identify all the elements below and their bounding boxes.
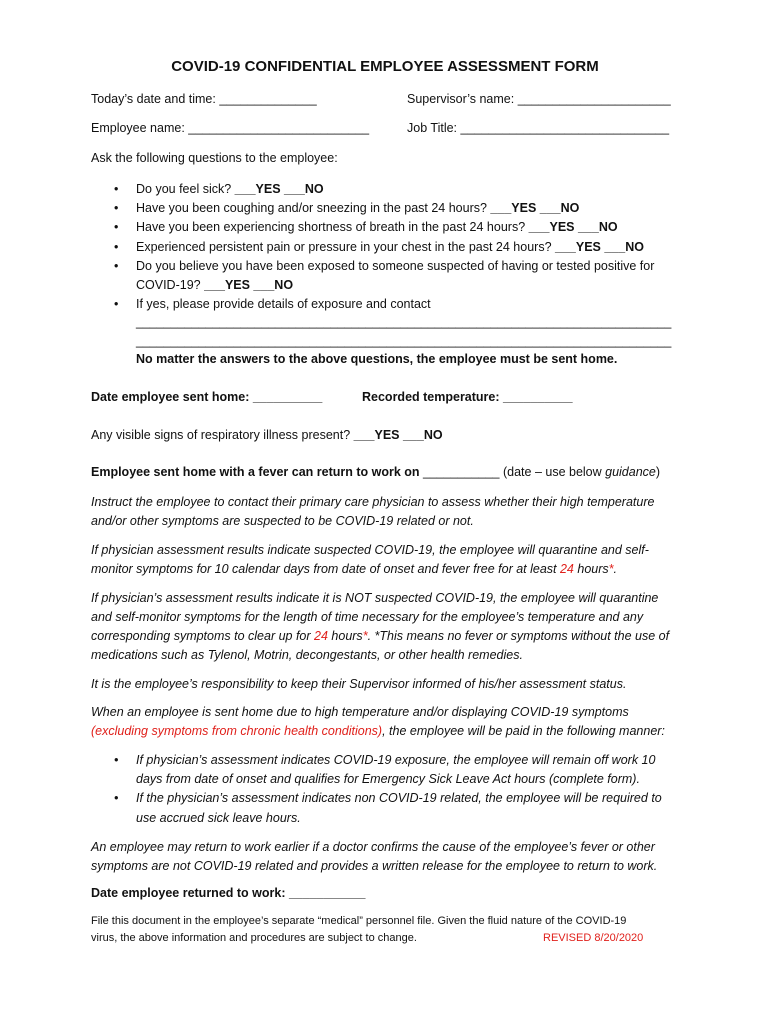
- yes-no-answer[interactable]: ___YES ___NO: [555, 239, 644, 254]
- pay-item: • If the physician’s assessment indicates non COVID-19 related, the employee will be required to use accrued sick leave hours.: [91, 789, 671, 827]
- question-list: [91, 180, 691, 314]
- return-date-field[interactable]: ___________ (date – use below: [423, 465, 606, 479]
- suspected-paragraph: If physician assessment results indicate suspected COVID-19, the employee will quarantine and self-monitor symptoms for 10 calendar days from date of onset and fever free for at least 24 hours*.: [91, 543, 649, 576]
- recorded-temperature-field[interactable]: Recorded temperature: __________: [362, 390, 573, 404]
- send-home-note: No matter the answers to the above questions, the employee must be sent home.: [136, 352, 618, 366]
- yes-no-answer[interactable]: ___YES ___NO: [353, 428, 443, 442]
- pay-list: [91, 751, 671, 828]
- exposure-details-line-1[interactable]: _____________________________________________________________________________: [136, 315, 672, 329]
- question-item: • If yes, please provide details of exposure and contact: [91, 295, 691, 314]
- instruct-paragraph: Instruct the employee to contact their primary care physician to assess whether their high temperature and/or other symptoms are suspected to be COVID-19 related or not.: [91, 495, 655, 528]
- question-item: • Do you believe you have been exposed to someone suspected of having or tested positive for COVID-19? ___YES ___NO: [91, 257, 691, 295]
- respiratory-question: Any visible signs of respiratory illness present? ___YES ___NO: [91, 428, 443, 442]
- date-sent-home-field[interactable]: Date employee sent home: __________: [91, 390, 323, 404]
- fever-return-line: Employee sent home with a fever can return to work on ___________ (date – use below guidance): [91, 465, 661, 479]
- exposure-details-line-2[interactable]: _____________________________________________________________________________: [136, 334, 672, 348]
- form-title: COVID-19 CONFIDENTIAL EMPLOYEE ASSESSMENT FORM: [171, 58, 599, 75]
- date-time-field[interactable]: Today’s date and time: ______________: [91, 92, 317, 106]
- yes-no-answer[interactable]: ___YES ___NO: [204, 278, 294, 293]
- question-item: • Have you been coughing and/or sneezing in the past 24 hours? ___YES ___NO: [91, 199, 691, 218]
- employee-name-field[interactable]: Employee name: __________________________: [91, 121, 370, 135]
- early-return-paragraph: An employee may return to work earlier if a doctor confirms the cause of the employee’s fever or other symptoms are not COVID-19 related and provides a written release for the employee to return to work.: [91, 840, 658, 873]
- question-item: • Do you feel sick? ___YES ___NO: [91, 180, 691, 199]
- date-returned-field[interactable]: Date employee returned to work: ___________: [91, 886, 366, 900]
- pay-item: • If physician’s assessment indicates COVID-19 exposure, the employee will remain off work 10 days from date of onset and qualifies for Emergency Sick Leave Act hours (complete form).: [91, 751, 671, 789]
- job-title-field[interactable]: Job Title: ______________________________: [407, 121, 670, 135]
- responsibility-paragraph: It is the employee’s responsibility to keep their Supervisor informed of his/her assessment status.: [91, 677, 627, 691]
- question-item: • Experienced persistent pain or pressure in your chest in the past 24 hours? ___YES ___NO: [91, 238, 691, 257]
- not-suspected-paragraph: If physician’s assessment results indicate it is NOT suspected COVID-19, the employee will quarantine and self-monitor symptoms for the length of time necessary for the employee’s temperature and any corresponding symptoms to clear up for 24 hours*. *This means no fever or symptoms without the use of medications such as Tylenol, Motrin, decongestants, or other health remedies.: [91, 591, 670, 662]
- revised-date: REVISED 8/20/2020: [543, 932, 644, 944]
- yes-no-answer[interactable]: ___YES ___NO: [490, 201, 580, 216]
- footer-note-line-2: virus, the above information and procedures are subject to change.: [91, 932, 417, 944]
- yes-no-answer[interactable]: ___YES ___NO: [234, 182, 324, 196]
- sent-home-pay-paragraph: When an employee is sent home due to high temperature and/or displaying COVID-19 symptoms (excluding symptoms from chronic health conditions), the employee will be paid in the following manner:: [91, 705, 665, 738]
- question-item: • Have you been experiencing shortness of breath in the past 24 hours? ___YES ___NO: [91, 218, 691, 237]
- footer-note-line-1: File this document in the employee’s separate “medical” personnel file. Given the fluid nature of the COVID-19: [91, 915, 627, 927]
- yes-no-answer[interactable]: ___YES ___NO: [528, 220, 618, 235]
- supervisor-field[interactable]: Supervisor’s name: ______________________: [407, 92, 671, 106]
- questions-intro: Ask the following questions to the employee:: [91, 151, 338, 165]
